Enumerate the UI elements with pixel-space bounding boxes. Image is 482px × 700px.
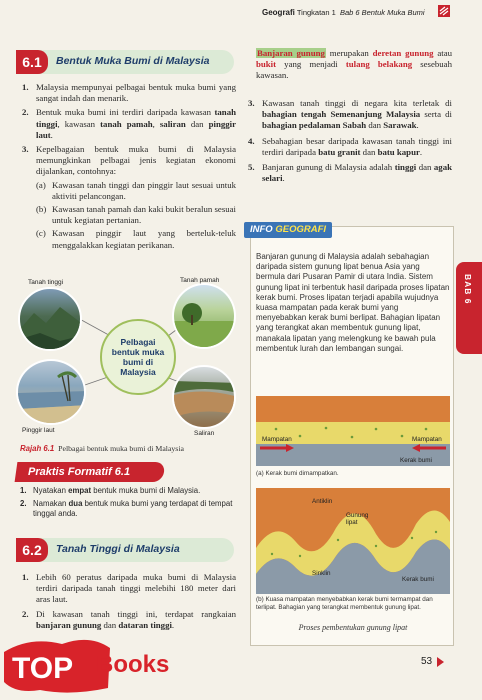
label-lowland: Tanah pamah — [180, 277, 220, 284]
label-crust-b: Kerak bumi — [402, 576, 434, 583]
info-geografi-header — [244, 222, 356, 240]
section-heading-6-1 — [16, 50, 234, 74]
sub-list-item: (b) Kawasan tanah pamah dan kaki bukit beralun sesuai untuk kegiatan pertanian. — [36, 204, 236, 226]
topbooks-watermark-logo — [0, 630, 205, 700]
page-arrow-icon — [437, 657, 444, 667]
landform-diagram — [16, 277, 238, 437]
praktis-list — [20, 486, 236, 522]
list-item: 2. Bentuk muka bumi ini terdiri daripada kawasan tanah tinggi, kawasan tanah pamah, saliran dan pinggir laut. — [22, 107, 236, 140]
section-title: Tanah Tinggi di Malaysia — [56, 543, 180, 555]
section-1-list — [22, 82, 236, 254]
figure-title: Proses pembentukan gunung lipat — [298, 623, 408, 632]
sub-list-item: (a) Kawasan tanah tinggi dan pinggir laut sesuai untuk aktiviti pelancongan. — [36, 179, 236, 201]
coast-photo — [16, 359, 86, 425]
label-coast: Pinggir laut — [22, 427, 55, 434]
chapter-mark-icon — [438, 5, 450, 17]
label-gunung-lipat: Gunung lipat — [346, 512, 369, 526]
info-geografi-tag: INFO GEOGRAFI — [244, 222, 332, 238]
list-item: 5. Banjaran gunung di Malaysia adalah tinggi dan agak selari. — [248, 162, 452, 184]
list-item: 1. Lebih 60 peratus daripada muka bumi di Malaysia terdiri daripada tanah tinggi melebihi 180 meter dari aras laut. — [22, 572, 236, 605]
info-body-text: Banjaran gunung di Malaysia adalah sebahagian daripada sistem gunung lipat benua Asia yang bermula dari Pusaran Pamir di utara India. Sistem gunung lipat ini terbentuk hasil daripada proses lipatan kerak bumi. Proses lipatan terjadi apabila wujudnya kuasa mampatan pada kerak bumi yang menyebabkan kerak bumi berlipat. Bahagian lipatan yang terangkat akan membentuk gunung lipat, manakala lipatan yang melengkung ke bawah pula membentuk lurah dan lembangan sungai. — [256, 252, 450, 353]
figure-a-caption: (a) Kerak bumi dimampatkan. — [256, 470, 339, 477]
label-highland: Tanah tinggi — [28, 279, 64, 286]
sub-list-item: (c) Kawasan pinggir laut yang berteluk-teluk menggalakkan kegiatan perikanan. — [36, 228, 236, 250]
list-item: 3. Kepelbagaian bentuk muka bumi di Malaysia memungkinkan pelbagai jenis kegiatan ekonomi dijalankan, contohnya: (a) Kawasan tanah tinggi dan pinggir laut sesuai untuk aktiviti pelancongan. (b) Kawasan tanah pamah dan kaki bukit beralun sesuai untuk kegiatan pertanian. (c) Kawasan pinggir laut yang berteluk-teluk menggalakkan kegiatan perikanan. — [22, 144, 236, 250]
lowland-photo — [172, 283, 236, 349]
list-item: 4. Sebahagian besar daripada kawasan tanah tinggi ini terdiri daripada batu granit dan batu kapur. — [248, 135, 452, 157]
list-item: 2. Namakan dua bentuk muka bumi yang terdapat di tempat tinggal anda. — [20, 499, 233, 518]
header-grade: Tingkatan 1 — [296, 8, 336, 17]
list-item: 3. Kawasan tanah tinggi di negara kita terletak di bahagian tengah Semenanjung Malaysia serta di bahagian pedalaman Sabah dan Sarawak. — [248, 98, 452, 131]
list-item: 2. Di kawasan tanah tinggi ini, terdapat rangkaian banjaran gunung dan dataran tinggi. — [22, 608, 236, 630]
label-sinklin: Sinklin — [312, 570, 331, 577]
list-item: 1. Nyatakan empat bentuk muka bumi di Malaysia. — [20, 486, 201, 495]
page-number: 53 — [421, 656, 433, 667]
section-heading-6-2 — [16, 538, 234, 562]
praktis-formatif-banner: Praktis Formatif 6.1 — [15, 462, 166, 482]
header-chapter: Bab 6 Bentuk Muka Bumi — [339, 8, 425, 17]
section-2-list — [22, 572, 236, 634]
chapter-side-tab: BAB 6 — [456, 262, 482, 354]
section-title: Bentuk Muka Bumi di Malaysia — [56, 55, 210, 67]
label-drainage: Saliran — [194, 430, 215, 437]
svg-text:TOP: TOP — [12, 652, 74, 685]
svg-text:Books: Books — [96, 651, 170, 678]
drainage-photo — [172, 365, 236, 429]
section-2-list-continued — [248, 98, 452, 188]
crust-compression-figure — [256, 396, 450, 466]
label-crust-a: Kerak bumi — [400, 457, 432, 464]
label-antiklin: Antiklin — [312, 498, 333, 505]
definition-text: Banjaran gunung merupakan deretan gunung atau bukit yang menjadi tulang belakang sesebuah kawasan. — [256, 48, 453, 81]
header-subject: Geografi — [262, 8, 295, 17]
label-compression-right: Mampatan — [412, 436, 442, 443]
running-head — [262, 8, 425, 17]
list-item: 1. Malaysia mempunyai pelbagai bentuk muka bumi yang sangat indah dan menarik. — [22, 82, 236, 104]
section-number: 6.2 — [16, 538, 48, 562]
highland-photo — [18, 287, 82, 351]
sub-list — [36, 180, 236, 251]
section-number: 6.1 — [16, 50, 48, 74]
figure-caption: Rajah 6.1 Pelbagai bentuk muka bumi di Malaysia — [20, 444, 184, 453]
figure-b-caption: (b) Kuasa mampatan menyebabkan kerak bumi termampat dan terlipat. Bahagian yang terangkat membentuk gunung lipat. — [256, 596, 433, 611]
label-compression-left: Mampatan — [262, 436, 292, 443]
diagram-center-label: Pelbagai bentuk muka bumi di Malaysia — [100, 319, 176, 395]
